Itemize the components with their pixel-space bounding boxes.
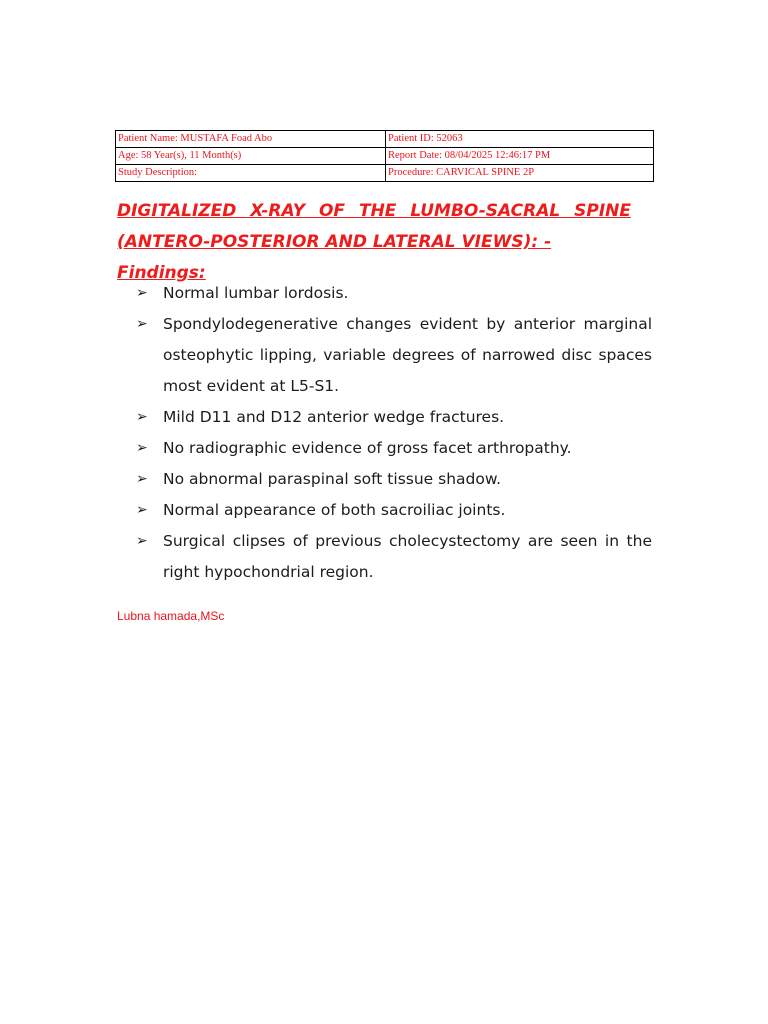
report-heading-line2: (ANTERO-POSTERIOR AND LATERAL VIEWS): -	[117, 232, 552, 252]
arrow-bullet-icon: ➢	[136, 316, 148, 332]
finding-text: Normal appearance of both sacroiliac joints.	[163, 501, 506, 519]
finding-item	[136, 402, 652, 433]
patient-info-row	[116, 148, 654, 165]
finding-text: Spondylodegenerative changes evident by anterior marginal osteophytic lipping, variable degrees of narrowed disc spaces most evident at L5-S1.	[163, 315, 652, 395]
arrow-bullet-icon: ➢	[136, 533, 148, 549]
report-date: Report Date: 08/04/2025 12:46:17 PM	[386, 148, 654, 165]
patient-id: Patient ID: 52063	[386, 131, 654, 148]
report-heading-line1: DIGITALIZED X-RAY OF THE LUMBO-SACRAL SPINE	[117, 201, 631, 221]
arrow-bullet-icon: ➢	[136, 502, 148, 518]
finding-text: No radiographic evidence of gross facet arthropathy.	[163, 439, 572, 457]
patient-info-row	[116, 165, 654, 182]
arrow-bullet-icon: ➢	[136, 285, 148, 301]
study-description: Study Description:	[116, 165, 386, 182]
patient-name: Patient Name: MUSTAFA Foad Abo	[116, 131, 386, 148]
finding-item	[136, 309, 652, 402]
finding-text: Normal lumbar lordosis.	[163, 284, 349, 302]
patient-age: Age: 58 Year(s), 11 Month(s)	[116, 148, 386, 165]
patient-info-row	[116, 131, 654, 148]
radiologist-signature: Lubna hamada,MSc	[117, 609, 225, 623]
arrow-bullet-icon: ➢	[136, 471, 148, 487]
findings-list	[136, 278, 652, 588]
finding-item	[136, 433, 652, 464]
arrow-bullet-icon: ➢	[136, 440, 148, 456]
report-heading	[117, 196, 631, 258]
finding-item	[136, 278, 652, 309]
patient-info-table	[115, 130, 654, 182]
finding-text: Surgical clipses of previous cholecystectomy are seen in the right hypochondrial region.	[163, 532, 652, 581]
procedure: Procedure: CARVICAL SPINE 2P	[386, 165, 654, 182]
finding-item	[136, 526, 652, 588]
findings-title: Findings:	[117, 263, 206, 283]
arrow-bullet-icon: ➢	[136, 409, 148, 425]
finding-item	[136, 495, 652, 526]
finding-text: No abnormal paraspinal soft tissue shadow.	[163, 470, 502, 488]
finding-item	[136, 464, 652, 495]
finding-text: Mild D11 and D12 anterior wedge fractures.	[163, 408, 505, 426]
